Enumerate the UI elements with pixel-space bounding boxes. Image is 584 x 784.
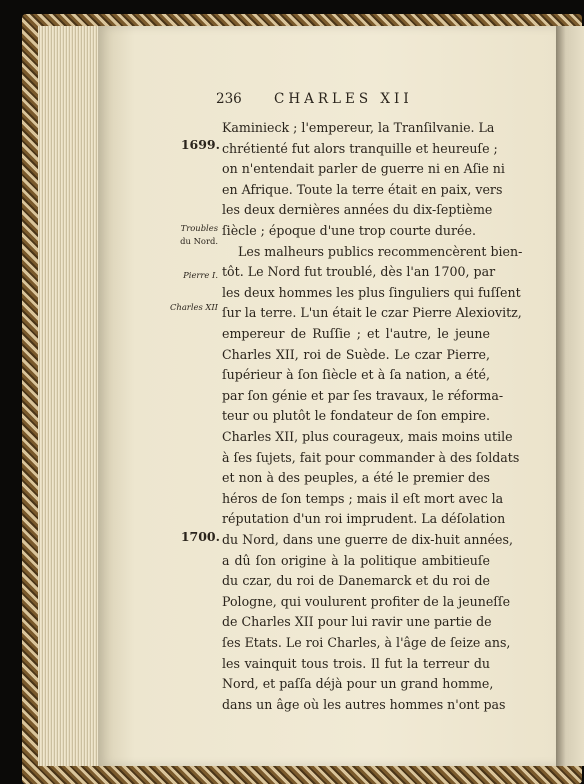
margin-note-troubles-line-1: Troubles xyxy=(180,223,218,233)
text-line: les vainquit tous trois. Il fut la terreur du xyxy=(222,656,490,671)
text-line: ſupérieur à ſon ſiècle et à ſa nation, a été, xyxy=(222,367,490,382)
text-line: ſur la terre. L'un était le czar Pierre Alexiovitz, xyxy=(222,305,522,320)
text-line: empereur de Ruſſie ; et l'autre, le jeune xyxy=(222,326,490,341)
running-title: CHARLES XII xyxy=(274,91,413,107)
text-line: teur ou plutôt le fondateur de ſon empire. xyxy=(222,408,490,423)
page-header xyxy=(216,91,506,111)
text-line: a dû ſon origine à la politique ambitieuſe xyxy=(222,553,490,568)
text-line: tôt. Le Nord fut troublé, dès l'an 1700, par xyxy=(222,264,496,279)
text-line: et non à des peuples, a été le premier des xyxy=(222,470,490,485)
text-line: Nord, et paſſa déjà pour un grand homme, xyxy=(222,676,494,691)
text-line: par ſon génie et par ſes travaux, le réforma- xyxy=(222,388,504,403)
text-line: de Charles XII pour lui ravir une partie de xyxy=(222,614,492,629)
text-line: du czar, du roi de Danemarck et du roi de xyxy=(222,573,490,588)
text-line: Les malheurs publics recommencèrent bien- xyxy=(238,244,523,259)
text-line: héros de ſon temps ; mais il eſt mort avec la xyxy=(222,491,504,506)
margin-year-1700: 1700. xyxy=(180,529,220,544)
text-line: du Nord, dans une guerre de dix-huit années, xyxy=(222,532,513,547)
text-line: en Afrique. Toute la terre était en paix, vers xyxy=(222,182,503,197)
text-line: Kaminieck ; l'empereur, la Tranſilvanie. La xyxy=(222,120,495,135)
page-number: 236 xyxy=(216,91,242,107)
text-line: Charles XII, roi de Suède. Le czar Pierre, xyxy=(222,347,490,362)
text-line: à ſes ſujets, fait pour commander à des ſoldats xyxy=(222,450,520,465)
margin-note-pierre: Pierre I. xyxy=(183,270,218,280)
text-line: réputation d'un roi imprudent. La déſolation xyxy=(222,511,506,526)
text-line: les deux dernières années du dix-ſeptième xyxy=(222,202,493,217)
text-line: dans un âge où les autres hommes n'ont pas xyxy=(222,697,506,712)
text-line: chrétienté fut alors tranquille et heureuſe ; xyxy=(222,141,498,156)
margin-note-troubles-line-2: du Nord. xyxy=(180,236,218,246)
text-line: Charles XII, plus courageux, mais moins utile xyxy=(222,429,513,444)
margin-year-1699: 1699. xyxy=(180,137,220,152)
text-line: les deux hommes les plus ſinguliers qui fuſſent xyxy=(222,285,521,300)
margin-note-charles: Charles XII xyxy=(170,302,218,312)
text-line: ſiècle ; époque d'une trop courte durée. xyxy=(222,223,476,238)
text-line: on n'entendait parler de guerre ni en Aſie ni xyxy=(222,161,505,176)
text-line: Pologne, qui voulurent profiter de la jeuneſſe xyxy=(222,594,511,609)
facing-page-edge xyxy=(556,26,584,766)
text-line: ſes Etats. Le roi Charles, à l'âge de ſeize ans, xyxy=(222,635,511,650)
